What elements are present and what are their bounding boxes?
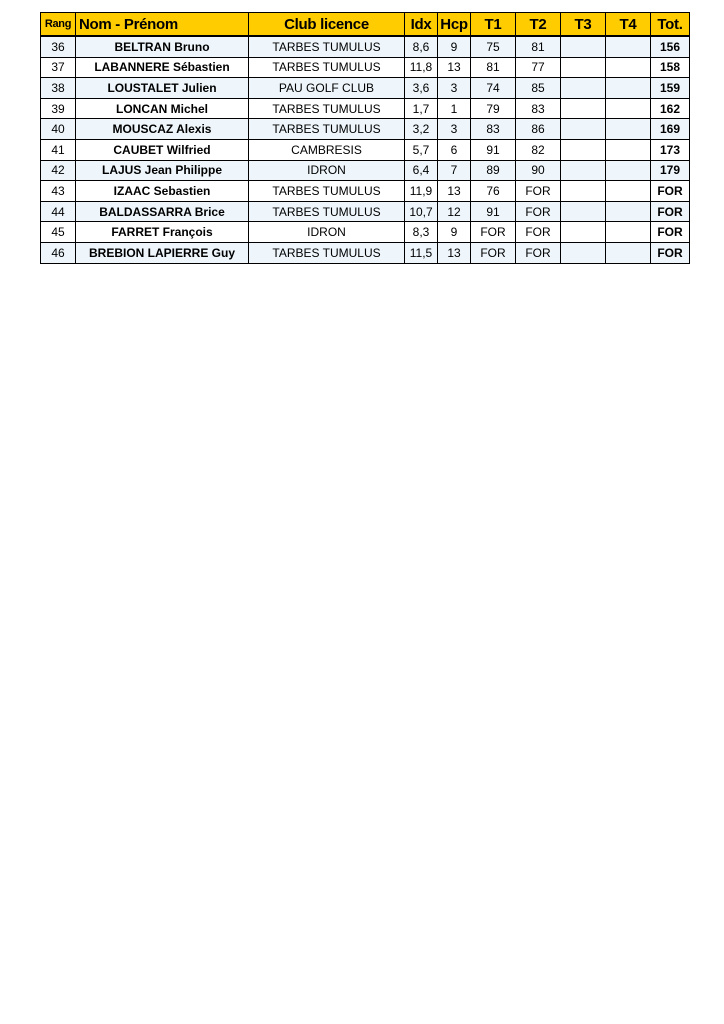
cell-t1: 89 — [471, 160, 516, 181]
cell-t3 — [561, 160, 606, 181]
cell-tot: 156 — [651, 36, 690, 57]
cell-hcp: 13 — [438, 181, 471, 202]
header-club: Club licence — [249, 13, 405, 37]
cell-rang: 44 — [41, 201, 76, 222]
cell-tot: 179 — [651, 160, 690, 181]
cell-t1: 76 — [471, 181, 516, 202]
cell-t2: 85 — [516, 78, 561, 99]
cell-idx: 8,6 — [405, 36, 438, 57]
cell-idx: 5,7 — [405, 139, 438, 160]
results-table — [40, 12, 690, 264]
cell-club: IDRON — [249, 222, 405, 243]
cell-name: LONCAN Michel — [76, 98, 249, 119]
cell-name: LABANNERE Sébastien — [76, 57, 249, 78]
cell-t4 — [606, 36, 651, 57]
table-row — [41, 222, 690, 243]
cell-tot: FOR — [651, 181, 690, 202]
cell-name: BREBION LAPIERRE Guy — [76, 242, 249, 263]
table-row — [41, 98, 690, 119]
cell-rang: 43 — [41, 181, 76, 202]
cell-hcp: 1 — [438, 98, 471, 119]
cell-t1: 75 — [471, 36, 516, 57]
cell-t1: FOR — [471, 222, 516, 243]
cell-tot: 173 — [651, 139, 690, 160]
cell-club: IDRON — [249, 160, 405, 181]
header-idx: Idx — [405, 13, 438, 37]
cell-rang: 36 — [41, 36, 76, 57]
cell-tot: FOR — [651, 242, 690, 263]
cell-t4 — [606, 181, 651, 202]
table-row — [41, 201, 690, 222]
cell-name: BELTRAN Bruno — [76, 36, 249, 57]
cell-t2: FOR — [516, 242, 561, 263]
table-row — [41, 242, 690, 263]
cell-name: LAJUS Jean Philippe — [76, 160, 249, 181]
cell-t1: 79 — [471, 98, 516, 119]
cell-t2: 77 — [516, 57, 561, 78]
table-row — [41, 57, 690, 78]
header-tot: Tot. — [651, 13, 690, 37]
cell-hcp: 7 — [438, 160, 471, 181]
cell-club: PAU GOLF CLUB — [249, 78, 405, 99]
cell-t1: 83 — [471, 119, 516, 140]
cell-name: BALDASSARRA Brice — [76, 201, 249, 222]
cell-hcp: 12 — [438, 201, 471, 222]
cell-t4 — [606, 139, 651, 160]
cell-idx: 10,7 — [405, 201, 438, 222]
cell-name: IZAAC Sebastien — [76, 181, 249, 202]
cell-club: TARBES TUMULUS — [249, 36, 405, 57]
header-rang: Rang — [41, 13, 76, 37]
cell-t4 — [606, 57, 651, 78]
cell-club: TARBES TUMULUS — [249, 181, 405, 202]
cell-rang: 39 — [41, 98, 76, 119]
cell-club: TARBES TUMULUS — [249, 119, 405, 140]
cell-tot: 169 — [651, 119, 690, 140]
cell-club: CAMBRESIS — [249, 139, 405, 160]
cell-t3 — [561, 119, 606, 140]
cell-t4 — [606, 222, 651, 243]
cell-rang: 37 — [41, 57, 76, 78]
cell-rang: 41 — [41, 139, 76, 160]
cell-hcp: 6 — [438, 139, 471, 160]
header-row — [41, 13, 690, 37]
cell-t4 — [606, 98, 651, 119]
table-row — [41, 181, 690, 202]
cell-t3 — [561, 181, 606, 202]
cell-t4 — [606, 160, 651, 181]
cell-idx: 11,8 — [405, 57, 438, 78]
cell-club: TARBES TUMULUS — [249, 98, 405, 119]
table-row — [41, 36, 690, 57]
cell-t1: 91 — [471, 201, 516, 222]
cell-t3 — [561, 36, 606, 57]
cell-tot: 158 — [651, 57, 690, 78]
cell-club: TARBES TUMULUS — [249, 201, 405, 222]
cell-rang: 40 — [41, 119, 76, 140]
cell-tot: FOR — [651, 201, 690, 222]
cell-t1: 74 — [471, 78, 516, 99]
cell-t3 — [561, 78, 606, 99]
cell-idx: 6,4 — [405, 160, 438, 181]
cell-idx: 1,7 — [405, 98, 438, 119]
cell-t3 — [561, 222, 606, 243]
cell-idx: 11,9 — [405, 181, 438, 202]
header-t1: T1 — [471, 13, 516, 37]
cell-idx: 3,2 — [405, 119, 438, 140]
cell-tot: FOR — [651, 222, 690, 243]
header-t2: T2 — [516, 13, 561, 37]
cell-t3 — [561, 57, 606, 78]
cell-name: FARRET François — [76, 222, 249, 243]
cell-t3 — [561, 201, 606, 222]
cell-hcp: 13 — [438, 57, 471, 78]
cell-rang: 38 — [41, 78, 76, 99]
header-t4: T4 — [606, 13, 651, 37]
cell-rang: 45 — [41, 222, 76, 243]
cell-name: CAUBET Wilfried — [76, 139, 249, 160]
cell-idx: 3,6 — [405, 78, 438, 99]
table-row — [41, 139, 690, 160]
header-name: Nom - Prénom — [76, 13, 249, 37]
cell-hcp: 3 — [438, 119, 471, 140]
cell-club: TARBES TUMULUS — [249, 242, 405, 263]
header-t3: T3 — [561, 13, 606, 37]
cell-t2: FOR — [516, 222, 561, 243]
cell-tot: 162 — [651, 98, 690, 119]
cell-t2: FOR — [516, 181, 561, 202]
cell-t2: 86 — [516, 119, 561, 140]
table-row — [41, 119, 690, 140]
cell-t2: FOR — [516, 201, 561, 222]
cell-t4 — [606, 201, 651, 222]
cell-t1: 81 — [471, 57, 516, 78]
header-hcp: Hcp — [438, 13, 471, 37]
cell-t1: 91 — [471, 139, 516, 160]
cell-hcp: 9 — [438, 36, 471, 57]
cell-t3 — [561, 98, 606, 119]
cell-hcp: 13 — [438, 242, 471, 263]
cell-t2: 81 — [516, 36, 561, 57]
cell-tot: 159 — [651, 78, 690, 99]
cell-idx: 8,3 — [405, 222, 438, 243]
cell-rang: 46 — [41, 242, 76, 263]
cell-t2: 82 — [516, 139, 561, 160]
table-row — [41, 160, 690, 181]
cell-hcp: 3 — [438, 78, 471, 99]
cell-club: TARBES TUMULUS — [249, 57, 405, 78]
cell-t1: FOR — [471, 242, 516, 263]
table-body — [41, 36, 690, 263]
cell-t3 — [561, 139, 606, 160]
cell-t3 — [561, 242, 606, 263]
cell-name: LOUSTALET Julien — [76, 78, 249, 99]
cell-t4 — [606, 242, 651, 263]
cell-t2: 83 — [516, 98, 561, 119]
cell-idx: 11,5 — [405, 242, 438, 263]
table-header — [41, 13, 690, 37]
cell-name: MOUSCAZ Alexis — [76, 119, 249, 140]
cell-t4 — [606, 119, 651, 140]
cell-rang: 42 — [41, 160, 76, 181]
table-row — [41, 78, 690, 99]
cell-hcp: 9 — [438, 222, 471, 243]
cell-t2: 90 — [516, 160, 561, 181]
cell-t4 — [606, 78, 651, 99]
